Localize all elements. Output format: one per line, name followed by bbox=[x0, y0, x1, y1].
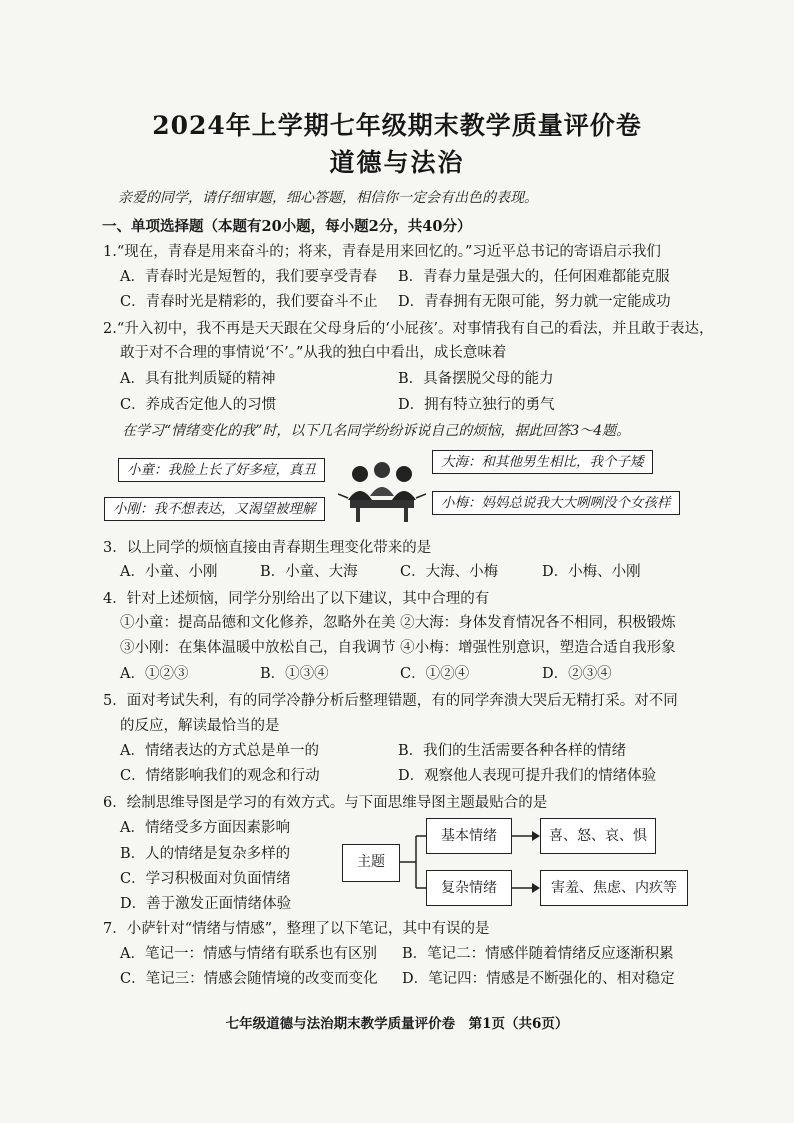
q1-option-a[interactable]: A．青春时光是短暂的，我们要享受青春 bbox=[120, 269, 377, 285]
q2-option-d[interactable]: D．拥有特立独行的勇气 bbox=[398, 397, 555, 413]
mind-map-basic: 基本情绪 bbox=[426, 818, 512, 854]
q4-option-b[interactable]: B．①③④ bbox=[260, 666, 329, 682]
q5-option-c[interactable]: C．情绪影响我们的观念和行动 bbox=[120, 768, 320, 784]
q6-option-c[interactable]: C．学习积极面对负面情绪 bbox=[120, 871, 291, 887]
mind-map-complex-items: 害羞、焦虑、内疚等 bbox=[540, 870, 688, 906]
q5-option-b[interactable]: B．我们的生活需要各种各样的情绪 bbox=[398, 743, 627, 759]
q1-stem: 1.“现在，青春是用来奋斗的；将来，青春是用来回忆的。”习近平总书记的寄语启示我们 bbox=[103, 244, 661, 260]
page-footer: 七年级道德与法治期末教学质量评价卷 第1页（共6页） bbox=[225, 1016, 569, 1032]
intro-text: 亲爱的同学，请仔细审题，细心答题，相信你一定会有出色的表现。 bbox=[118, 190, 538, 206]
q7-option-b[interactable]: B．笔记二：情感伴随着情绪反应逐渐积累 bbox=[402, 946, 674, 962]
q4-stem: 4．针对上述烦恼，同学分别给出了以下建议，其中合理的有 bbox=[103, 591, 490, 607]
q7-stem: 7．小萨针对“情绪与情感”，整理了以下笔记，其中有误的是 bbox=[103, 921, 490, 937]
q3-option-c[interactable]: C．大海、小梅 bbox=[400, 564, 499, 580]
q7-option-a[interactable]: A．笔记一：情感与情绪有联系也有区别 bbox=[120, 946, 377, 962]
q5-stem-line1: 5．面对考试失利，有的同学冷静分析后整理错题，有的同学奔溃大哭后无精打采。对不同 bbox=[103, 693, 678, 709]
q6-stem: 6．绘制思维导图是学习的有效方式。与下面思维导图主题最贴合的是 bbox=[103, 795, 548, 811]
q7-option-d[interactable]: D．笔记四：情感是不断强化的、相对稳定 bbox=[402, 971, 675, 987]
q3-4-context: 在学习“情绪变化的我”时，以下几名同学纷纷诉说自己的烦恼，据此回答3～4题。 bbox=[122, 423, 631, 439]
q4-statements-line2: ③小刚：在集体温暖中放松自己，自我调节 ④小梅：增强性别意识，塑造合适自我形象 bbox=[120, 640, 676, 656]
exam-title: 2024年上学期七年级期末教学质量评价卷 bbox=[152, 111, 642, 140]
bubble-xiaomei: 小梅：妈妈总说我大大咧咧没个女孩样 bbox=[432, 491, 680, 515]
q5-option-a[interactable]: A．情绪表达的方式总是单一的 bbox=[120, 743, 319, 759]
q1-option-d[interactable]: D．青春拥有无限可能，努力就一定能成功 bbox=[398, 294, 671, 310]
q6-option-b[interactable]: B．人的情绪是复杂多样的 bbox=[120, 846, 291, 862]
q4-option-d[interactable]: D．②③④ bbox=[542, 666, 612, 682]
bubble-xiaogang: 小刚：我不想表达，又渴望被理解 bbox=[104, 497, 325, 521]
q3-stem: 3．以上同学的烦恼直接由青春期生理变化带来的是 bbox=[103, 540, 432, 556]
q2-option-c[interactable]: C．养成否定他人的习惯 bbox=[120, 397, 277, 413]
q2-stem-line2: 敢于对不合理的事情说‘不’。”从我的独白中看出，成长意味着 bbox=[120, 345, 507, 361]
q3-option-a[interactable]: A．小童、小刚 bbox=[120, 564, 218, 580]
bubble-dahai: 大海：和其他男生相比，我个子矮 bbox=[432, 450, 653, 474]
q2-stem-line1: 2.“升入初中，我不再是天天跟在父母身后的‘小屁孩’。对事情我有自己的看法，并且敢于表达， bbox=[103, 321, 714, 337]
subject-title: 道德与法治 bbox=[329, 148, 465, 177]
q6-option-d[interactable]: D．善于激发正面情绪体验 bbox=[120, 896, 292, 912]
q4-option-a[interactable]: A．①②③ bbox=[120, 666, 189, 682]
q3-option-d[interactable]: D．小梅、小刚 bbox=[542, 564, 641, 580]
q2-option-b[interactable]: B．具备摆脱父母的能力 bbox=[398, 371, 554, 387]
q4-statements-line1: ①小童：提高品德和文化修养，忽略外在美 ②大海：身体发育情况各不相同，积极锻炼 bbox=[120, 615, 676, 631]
section-heading: 一、单项选择题（本题有20小题，每小题2分，共40分） bbox=[102, 218, 472, 235]
q2-option-a[interactable]: A．具有批判质疑的精神 bbox=[120, 371, 276, 387]
mind-map-basic-items: 喜、怒、哀、惧 bbox=[540, 818, 656, 854]
mind-map-complex: 复杂情绪 bbox=[426, 870, 512, 906]
q6-option-a[interactable]: A．情绪受多方面因素影响 bbox=[120, 820, 290, 836]
q1-option-c[interactable]: C．青春时光是精彩的，我们要奋斗不止 bbox=[120, 294, 378, 310]
students-illustration bbox=[338, 460, 426, 524]
mind-map-root: 主题 bbox=[342, 844, 400, 882]
q3-option-b[interactable]: B．小童、大海 bbox=[260, 564, 358, 580]
q7-option-c[interactable]: C．笔记三：情感会随情境的改变而变化 bbox=[120, 971, 378, 987]
q4-option-c[interactable]: C．①②④ bbox=[400, 666, 470, 682]
q5-stem-line2: 的反应，解读最恰当的是 bbox=[120, 718, 280, 734]
q5-option-d[interactable]: D．观察他人表现可提升我们的情绪体验 bbox=[398, 768, 657, 784]
bubble-xiaotong: 小童：我脸上长了好多痘，真丑 bbox=[118, 458, 325, 482]
q1-option-b[interactable]: B．青春力量是强大的，任何困难都能克服 bbox=[398, 269, 670, 285]
